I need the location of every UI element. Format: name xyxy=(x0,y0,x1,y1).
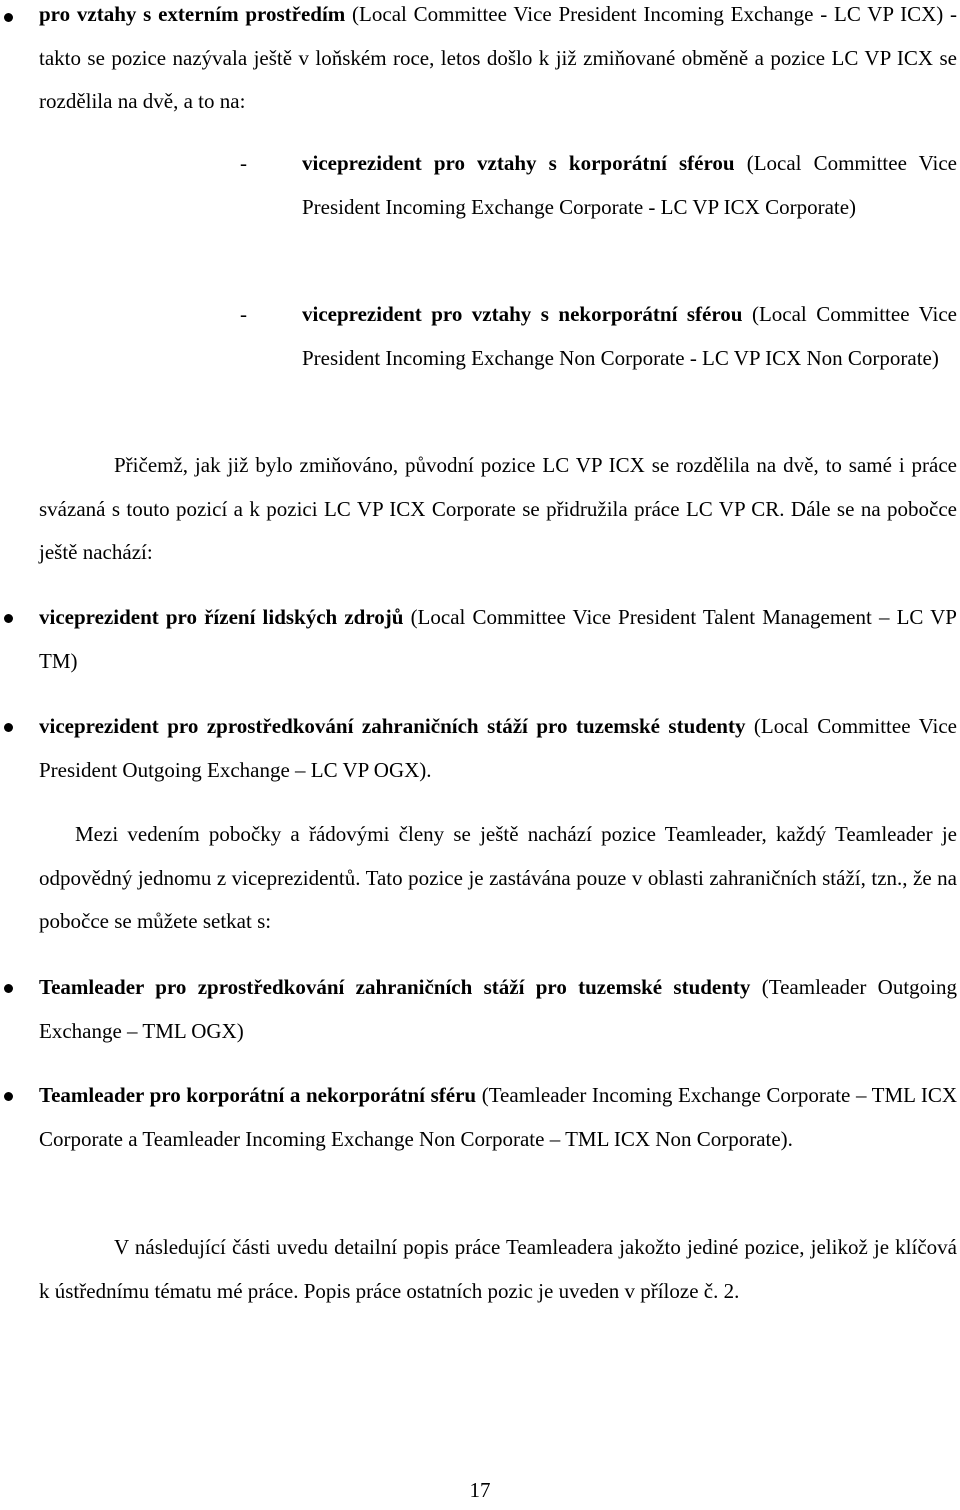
page-number: 17 xyxy=(469,1478,491,1502)
dash-text: (Local Committee Vice President Incoming Exchange Corporate - LC VP ICX Corporate) xyxy=(302,151,957,219)
bullet-item-tml-ogx xyxy=(39,966,957,1053)
bullet-bold-text: Teamleader pro korporátní a nekorporátní sféru xyxy=(39,1083,477,1107)
bullet-bold-text: viceprezident pro zprostředkování zahraničních stáží pro tuzemské studenty xyxy=(39,714,746,738)
bullet-icon xyxy=(4,984,13,993)
bullet-text: (Local Committee Vice President Outgoing Exchange – LC VP OGX). xyxy=(39,714,958,782)
bullet-icon xyxy=(4,13,13,22)
bullet-bold-text: viceprezident pro řízení lidských zdrojů xyxy=(39,605,404,629)
bullet-text: (Local Committee Vice President Talent Management – LC VP TM) xyxy=(39,605,957,673)
bullet-item-tml-icx xyxy=(39,1074,957,1161)
bullet-text: (Teamleader Outgoing Exchange – TML OGX) xyxy=(39,975,957,1043)
paragraph-teamleader: Mezi vedením pobočky a řádovými členy se ještě nachází pozice Teamleader, každý Teamleader je odpovědný jednomu z viceprezidentů. Tato pozice je zastávána pouze v oblasti zahraničních stáží, tzn., že na pobočce se můžete setkat s: xyxy=(39,822,957,933)
bullet-icon xyxy=(4,723,13,732)
bullet-text: (Local Committee Vice President Incoming Exchange - LC VP ICX) - takto se pozice nazývala ještě v loňském roce, letos došlo k již zmiňované obměně a pozice LC VP ICX se rozdělila na dvě, a to na: xyxy=(39,2,957,113)
dash-marker: - xyxy=(240,302,247,326)
paragraph-split-positions: Přičemž, jak již bylo zmiňováno, původní pozice LC VP ICX se rozdělila na dvě, to samé i práce svázaná s touto pozicí a k pozici LC VP ICX Corporate se přidružila práce LC VP CR. Dále se na pobočce ještě nachází: xyxy=(39,453,957,564)
bullet-item-icx xyxy=(39,0,957,124)
bullet-item-tm xyxy=(39,596,957,683)
dash-bold-text: viceprezident pro vztahy s nekorporátní sférou xyxy=(302,302,743,326)
dash-text: (Local Committee Vice President Incoming Exchange Non Corporate - LC VP ICX Non Corporate) xyxy=(302,302,957,370)
dash-marker: - xyxy=(240,151,247,175)
bullet-bold-text: pro vztahy s externím prostředím xyxy=(39,2,346,26)
dash-item-non-corporate xyxy=(302,293,957,380)
bullet-item-ogx xyxy=(39,705,957,792)
dash-bold-text: viceprezident pro vztahy s korporátní sférou xyxy=(302,151,735,175)
bullet-text: (Teamleader Incoming Exchange Corporate – TML ICX Corporate a Teamleader Incoming Exchange Non Corporate – TML ICX Non Corporate). xyxy=(39,1083,957,1151)
bullet-icon xyxy=(4,1092,13,1101)
paragraph-next-section: V následující části uvedu detailní popis práce Teamleadera jakožto jediné pozice, jelikož je klíčová k ústřednímu tématu mé práce. Popis práce ostatních pozic je uveden v příloze č. 2. xyxy=(39,1235,957,1303)
bullet-bold-text: Teamleader pro zprostředkování zahraničních stáží pro tuzemské studenty xyxy=(39,975,751,999)
bullet-icon xyxy=(4,614,13,623)
dash-item-corporate xyxy=(302,142,957,229)
